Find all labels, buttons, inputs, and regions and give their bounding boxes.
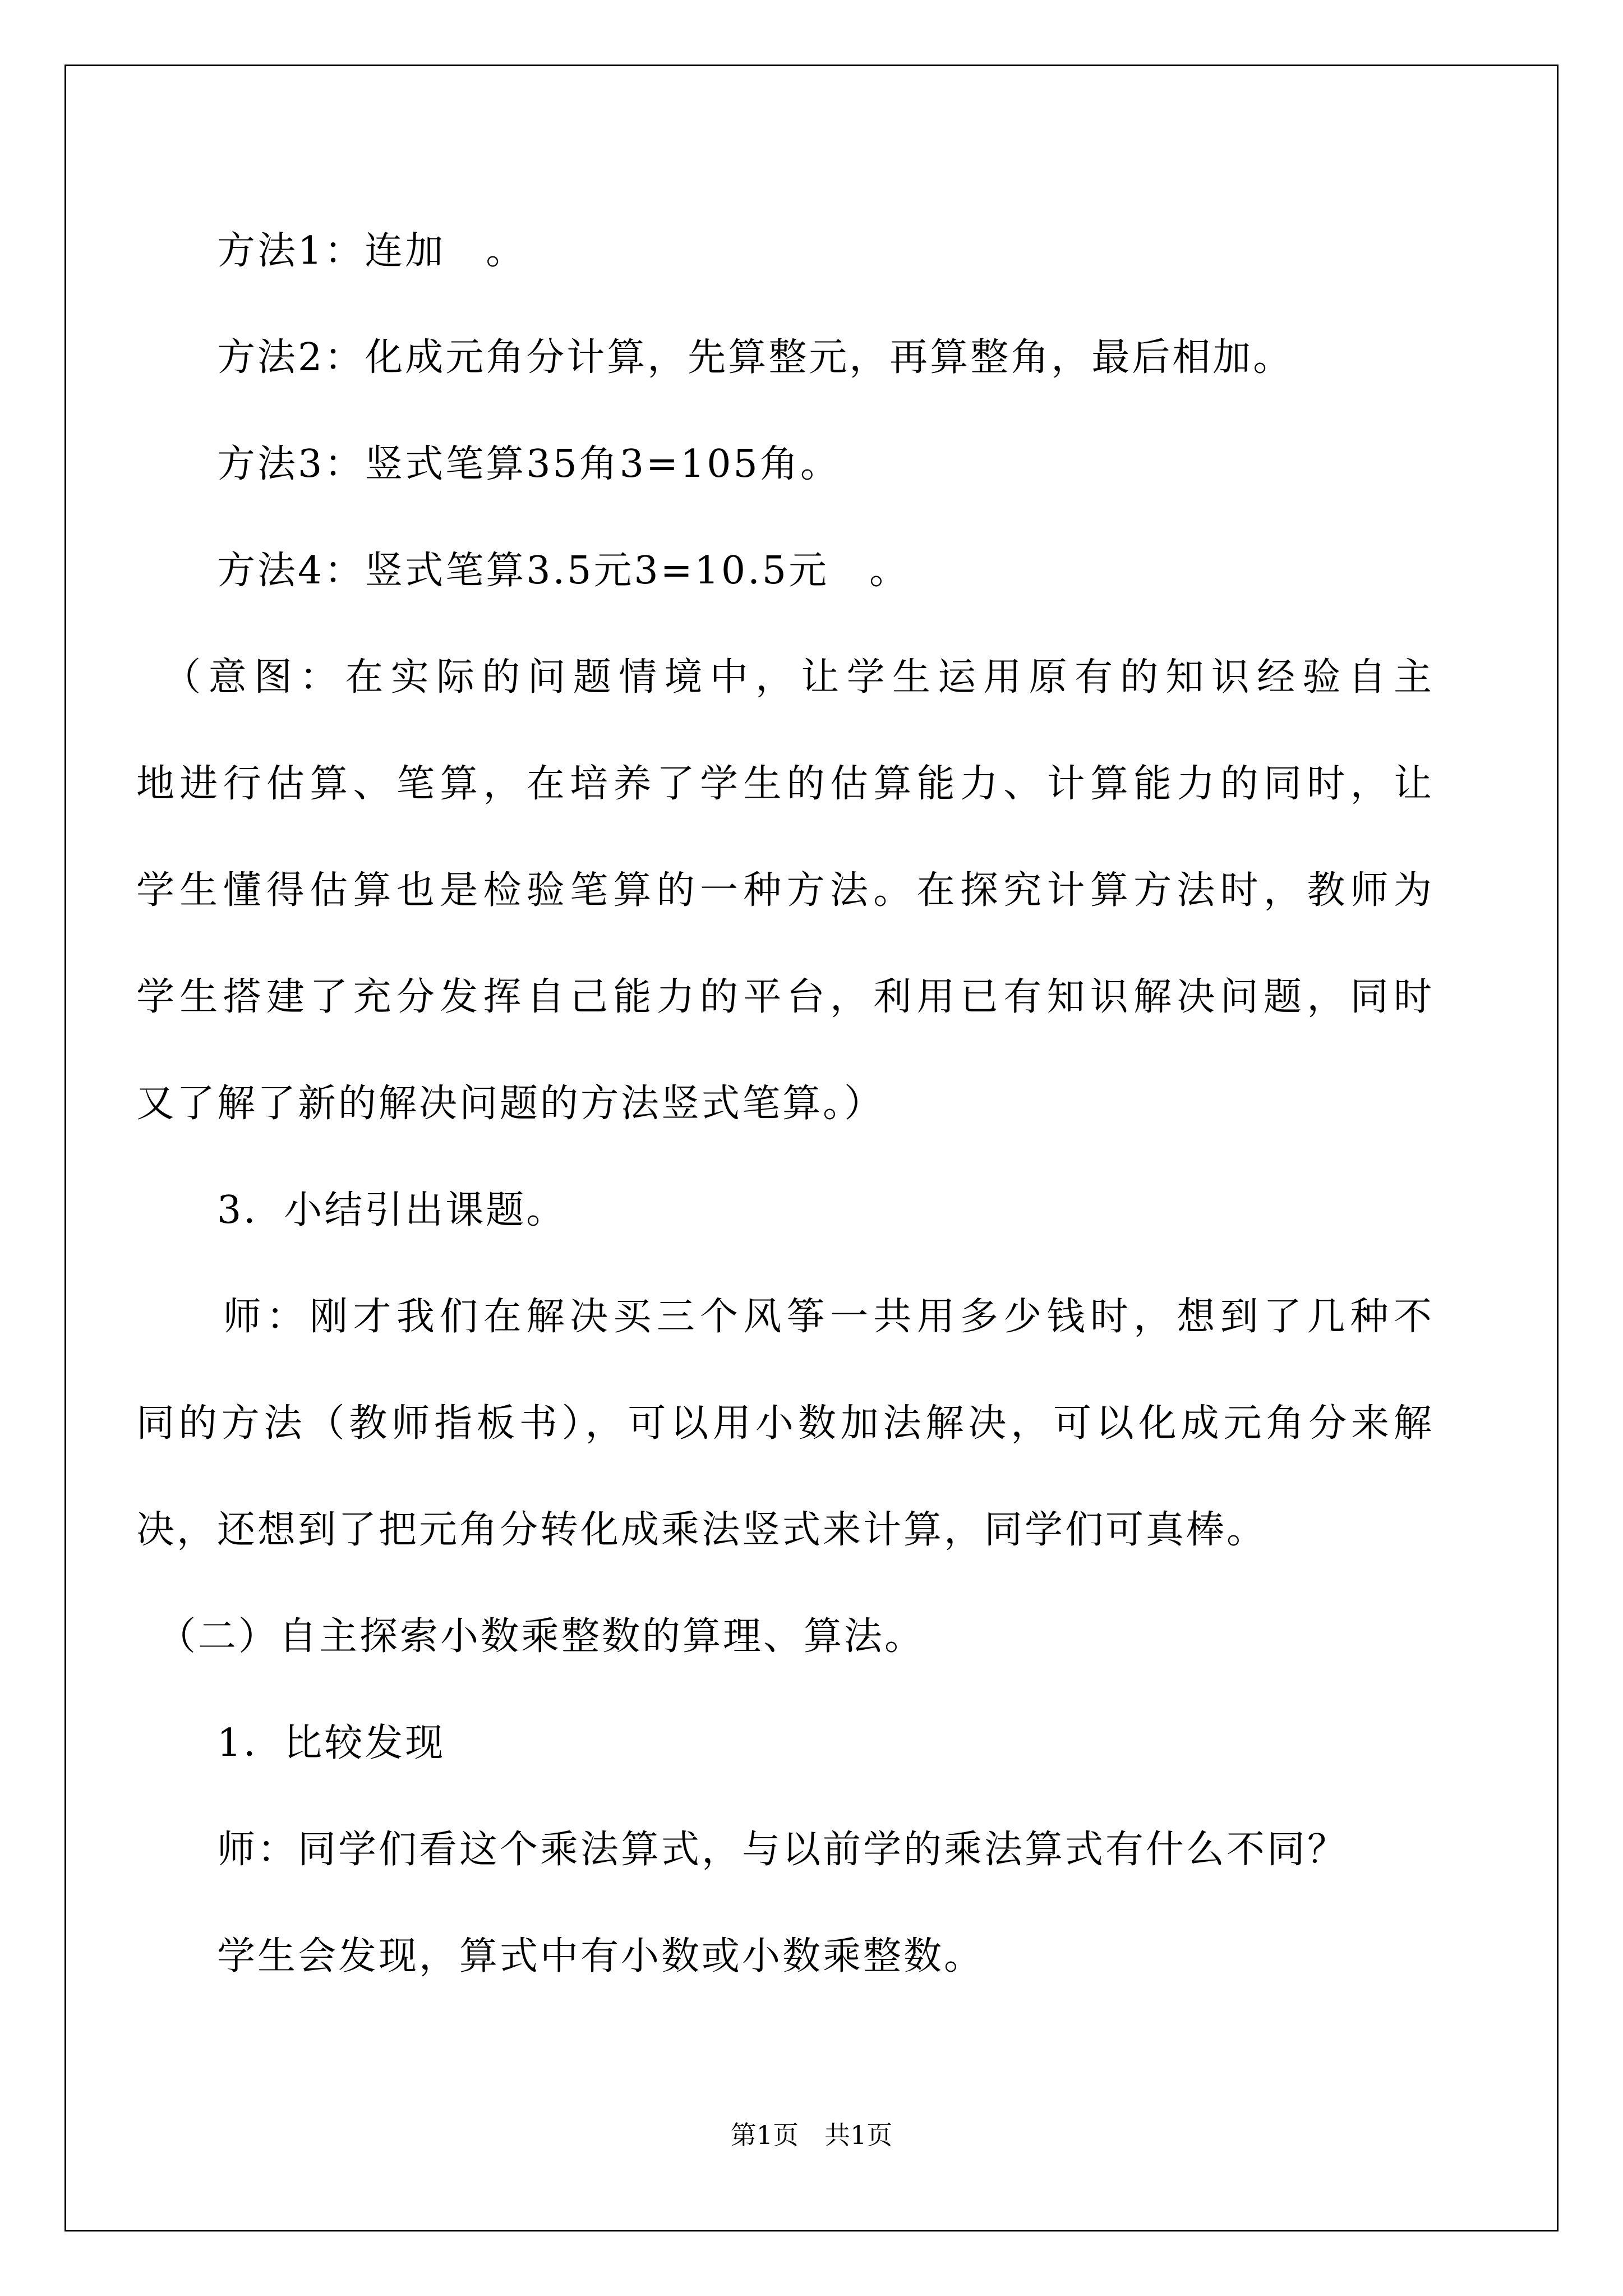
paragraph-teacher-summary-line: 决，还想到了把元角分转化成乘法竖式来计算，同学们可真棒。 bbox=[136, 1508, 1267, 1552]
paragraph-method-2: 方法2：化成元角分计算，先算整元，再算整角，最后相加。 bbox=[136, 335, 1294, 380]
paragraph-student-answer: 学生会发现，算式中有小数或小数乘整数。 bbox=[136, 1934, 985, 1978]
page-footer bbox=[0, 2119, 1623, 2151]
page-number-label: 第1页 共1页 bbox=[730, 2120, 893, 2150]
paragraph-method-1: 方法1：连加 。 bbox=[136, 229, 527, 273]
paragraph-intent-line: 学生搭建了充分发挥自己能力的平台，利用已有知识解决问题，同时 bbox=[136, 975, 1432, 1019]
paragraph-teacher-summary-line: 同的方法（教师指板书），可以用小数加法解决，可以化成元角分来解 bbox=[136, 1401, 1432, 1446]
compare-heading: 1．比较发现 bbox=[136, 1721, 446, 1765]
paragraph-method-3: 方法3：竖式笔算35角3=105角。 bbox=[136, 442, 841, 486]
paragraph-method-4: 方法4：竖式笔算3.5元3=10.5元 。 bbox=[136, 549, 910, 593]
summary-heading: 3．小结引出课题。 bbox=[136, 1188, 567, 1232]
page-border bbox=[64, 65, 1559, 2231]
paragraph-intent-line: （意图：在实际的问题情境中，让学生运用原有的知识经验自主 bbox=[136, 655, 1432, 700]
paragraph-intent-line: 学生懂得估算也是检验笔算的一种方法。在探究计算方法时，教师为 bbox=[136, 868, 1432, 913]
paragraph-intent-line: 又了解了新的解决问题的方法竖式笔算。） bbox=[136, 1082, 885, 1126]
paragraph-intent-line: 地进行估算、笔算，在培养了学生的估算能力、计算能力的同时，让 bbox=[136, 762, 1432, 806]
section-two-heading: （二）自主探索小数乘整数的算理、算法。 bbox=[136, 1614, 925, 1659]
paragraph-teacher-question: 师：同学们看这个乘法算式，与以前学的乘法算式有什么不同？ bbox=[136, 1828, 1348, 1872]
paragraph-teacher-summary-line: 师：刚才我们在解决买三个风筝一共用多少钱时，想到了几种不 bbox=[136, 1295, 1432, 1339]
